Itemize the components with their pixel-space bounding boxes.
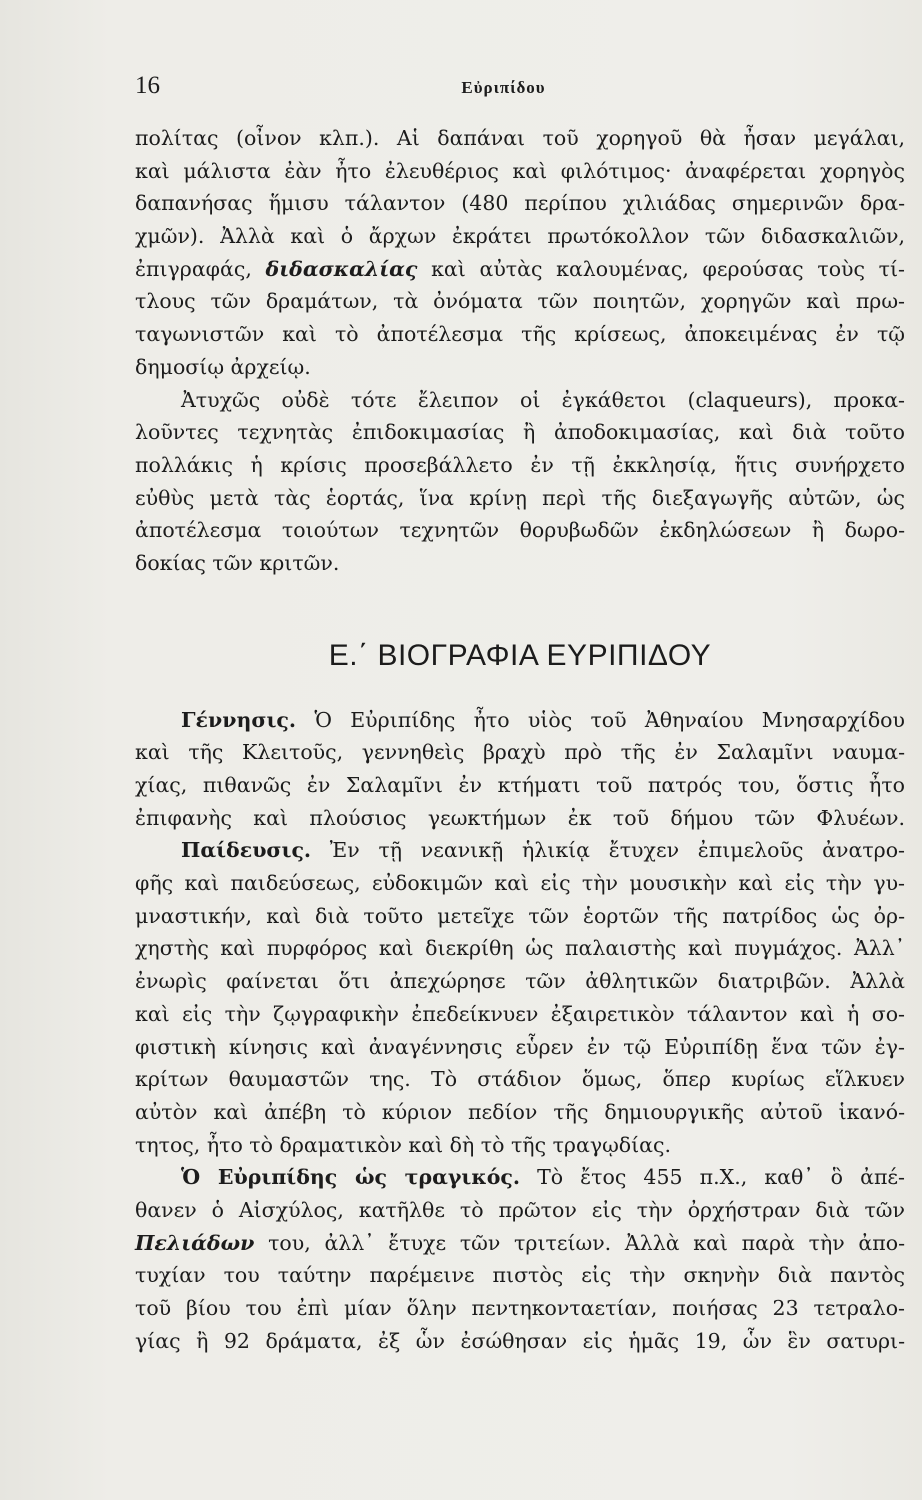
text-fragment: Ὁ Εὐριπίδης ἦτο υἱὸς τοῦ Ἀθηναίου Μνησαρχίδου — [314, 707, 905, 732]
emphasized-term: διδασκαλίας — [265, 256, 418, 281]
emphasized-title: Πελιάδων — [135, 1230, 255, 1255]
text-line: δοκίας τῶν κριτῶν. — [135, 550, 340, 575]
section-heading: Ε.΄ ΒΙΟΓΡΑΦΙΑ ΕΥΡΙΠΙΔΟΥ — [328, 638, 712, 672]
running-title: Εὐριπίδου — [461, 78, 546, 97]
text-line: δημοσίῳ ἀρχείῳ. — [135, 354, 311, 379]
text-line — [135, 253, 905, 286]
text-line: θανεν ὁ Αἰσχύλος, κατῆλθε τὸ πρῶτον εἰς τὴν ὀρχήστραν διὰ τῶν — [135, 1197, 905, 1222]
text-line: καὶ μάλιστα ἐὰν ἦτο ἐλευθέριος καὶ φιλότιμος· ἀναφέρεται χορηγὸς — [135, 158, 905, 183]
text-line: λοῦντες τεχνητὰς ἐπιδοκιμασίας ἢ ἀποδοκιμασίας, καὶ διὰ τοῦτο — [135, 420, 905, 445]
text-line: πολλάκις ἡ κρίσις προσεβάλλετο ἐν τῇ ἐκκλησίᾳ, ἥτις συνήρχετο — [135, 452, 905, 477]
paragraph-lead: Ὁ Εὐριπίδης ὡς τραγικός. — [181, 1165, 520, 1190]
body-text — [135, 122, 905, 1357]
text-line — [135, 1227, 905, 1260]
text-line: τλους τῶν δραμάτων, τὰ ὀνόματα τῶν ποιητῶν, χορηγῶν καὶ πρω- — [135, 289, 905, 314]
text-line: ταγωνιστῶν καὶ τὸ ἀποτέλεσμα τῆς κρίσεως, ἀποκειμένας ἐν τῷ — [135, 322, 905, 347]
text-line: αὐτὸν καὶ ἀπέβη τὸ κύριον πεδίον τῆς δημιουργικῆς αὐτοῦ ἱκανό- — [135, 1099, 905, 1124]
text-line: Ἀτυχῶς οὐδὲ τότε ἔλειπον οἱ ἐγκάθετοι (claqueurs), προκα- — [181, 387, 905, 412]
text-line: τοῦ βίου του ἐπὶ μίαν ὅλην πεντηκονταετίαν, ποιήσας 23 τετραλο- — [135, 1296, 905, 1320]
text-line: μναστικήν, καὶ διὰ τοῦτο μετεῖχε τῶν ἑορτῶν τῆς πατρίδος ὡς ὀρ- — [135, 903, 905, 928]
text-fragment: Τὸ ἔτος 455 π.Χ., καθ᾽ ὃ ἀπέ- — [537, 1165, 905, 1190]
text-line: γίας ἢ 92 δράματα, ἐξ ὧν ἐσώθησαν εἰς ἡμᾶς 19, ὧν ἓν σατυρι- — [135, 1328, 905, 1353]
page-number: 16 — [135, 72, 160, 99]
text-line — [135, 834, 905, 867]
text-line: ἐνωρὶς φαίνεται ὅτι ἀπεχώρησε τῶν ἀθλητικῶν διατριβῶν. Ἀλλὰ — [135, 969, 905, 994]
text-fragment: καὶ αὐτὰς καλουμένας, φερούσας τοὺς τί- — [431, 256, 905, 281]
text-line: εὐθὺς μετὰ τὰς ἑορτάς, ἵνα κρίνῃ περὶ τῆς διεξαγωγῆς αὐτῶν, ὡς — [135, 485, 905, 510]
text-fragment: του, ἀλλ᾽ ἔτυχε τῶν τριτείων. Ἀλλὰ καὶ παρὰ τὴν ἀπο- — [268, 1230, 905, 1255]
text-line: κρίτων θαυμαστῶν της. Τὸ στάδιον ὅμως, ὅπερ κυρίως εἵλκυεν — [135, 1067, 905, 1092]
text-line: χηστὴς καὶ πυρφόρος καὶ διεκρίθη ὡς παλαιστὴς καὶ πυγμάχος. Ἀλλ᾽ — [135, 936, 905, 961]
text-line: χίας, πιθανῶς ἐν Σαλαμῖνι ἐν κτήματι τοῦ πατρός του, ὅστις ἦτο — [135, 773, 905, 797]
text-line: χμῶν). Ἀλλὰ καὶ ὁ ἄρχων ἐκράτει πρωτόκολλον τῶν διδασκαλιῶν, — [135, 224, 905, 249]
text-line: πολίτας (οἶνον κλπ.). Αἱ δαπάναι τοῦ χορηγοῦ θὰ ἦσαν μεγάλαι, — [135, 126, 905, 150]
text-line: δαπανήσας ἥμισυ τάλαντον (480 περίπου χιλιάδας σημερινῶν δρα- — [135, 191, 905, 216]
text-line: φιστικὴ κίνησις καὶ ἀναγέννησις εὗρεν ἐν τῷ Εὐριπίδῃ ἕνα τῶν ἐγ- — [135, 1034, 905, 1059]
paragraph-lead: Παίδευσις. — [181, 838, 312, 863]
running-head — [135, 72, 872, 112]
text-line: ἐπιφανὴς καὶ πλούσιος γεωκτήμων ἐκ τοῦ δήμου τῶν Φλυέων. — [135, 805, 905, 830]
text-line: καὶ εἰς τὴν ζῳγραφικὴν ἐπεδείκνυεν ἐξαιρετικὸν τάλαντον καὶ ἡ σο- — [135, 1001, 905, 1026]
text-fragment: Ἐν τῇ νεανικῇ ἡλικίᾳ ἔτυχεν ἐπιμελοῦς ἀνατρο- — [329, 838, 905, 863]
text-line: τυχίαν του ταύτην παρέμεινε πιστὸς εἰς τὴν σκηνὴν διὰ παντὸς — [135, 1263, 905, 1288]
text-line — [135, 704, 905, 737]
paragraph-lead: Γέννησις. — [181, 707, 297, 732]
text-line — [135, 1161, 905, 1194]
text-fragment: ἐπιγραφάς, — [135, 256, 252, 281]
text-line: τητος, ἦτο τὸ δραματικὸν καὶ δὴ τὸ τῆς τραγῳδίας. — [135, 1132, 672, 1157]
text-line: φῆς καὶ παιδεύσεως, εὐδοκιμῶν καὶ εἰς τὴν μουσικὴν καὶ εἰς τὴν γυ- — [135, 871, 905, 896]
text-line: ἀποτέλεσμα τοιούτων τεχνητῶν θορυβωδῶν ἐκδηλώσεων ἢ δωρο- — [135, 518, 905, 543]
text-line: καὶ τῆς Κλειτοῦς, γεννηθεὶς βραχὺ πρὸ τῆς ἐν Σαλαμῖνι ναυμα- — [135, 740, 905, 765]
